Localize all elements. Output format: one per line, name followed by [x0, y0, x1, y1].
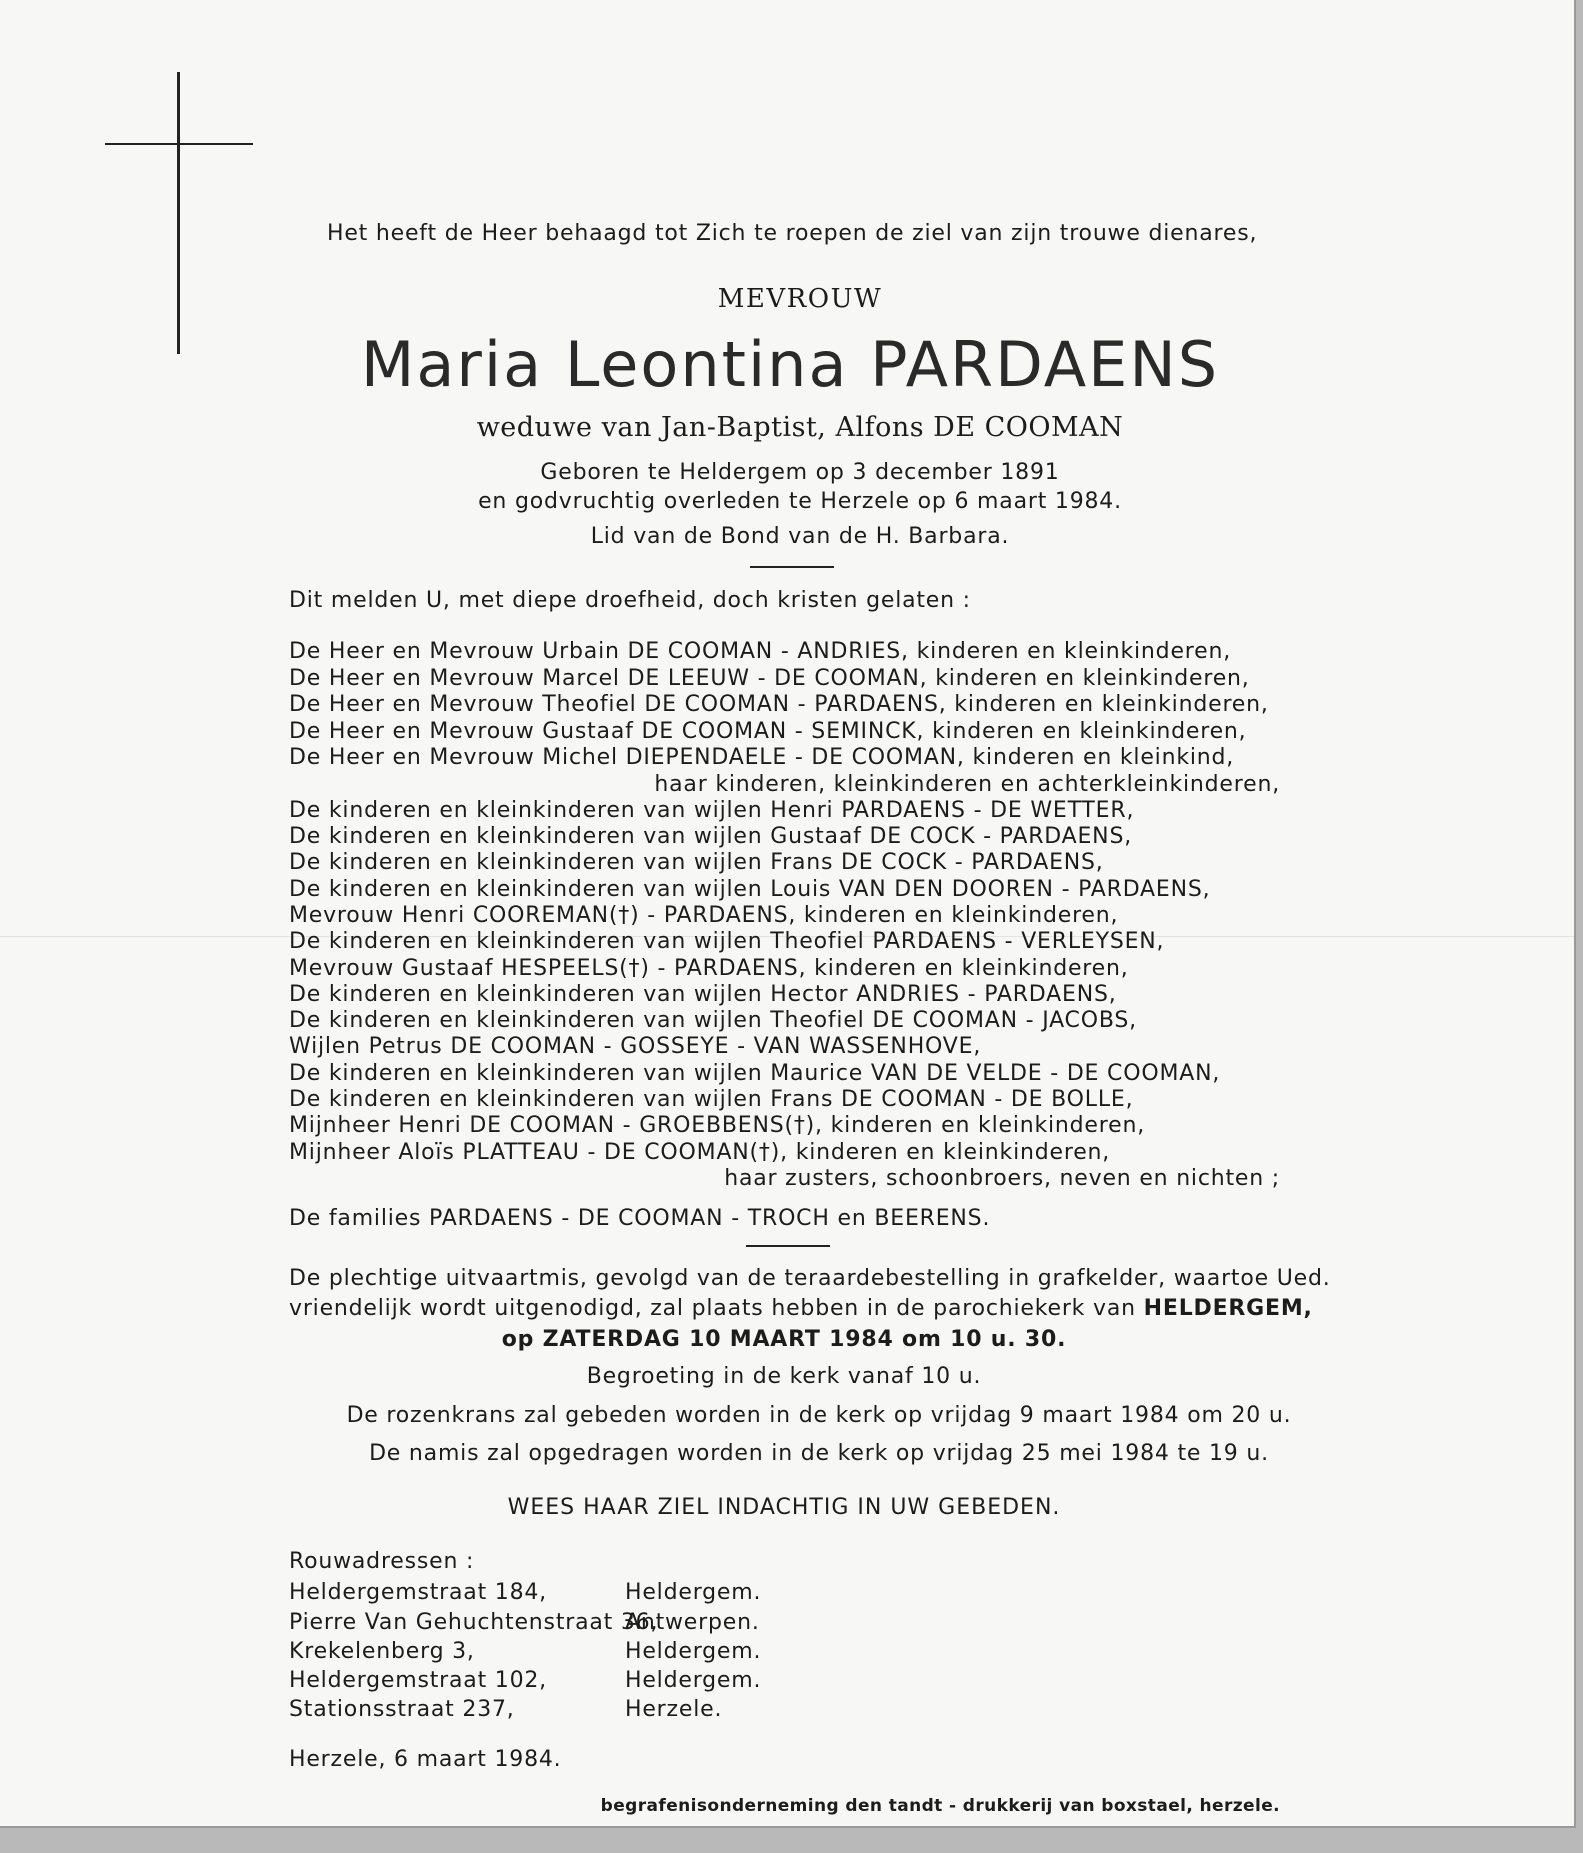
- family-line: Mevrouw Gustaaf HESPEELS(†) - PARDAENS, kinderen en kleinkinderen,: [289, 956, 1129, 981]
- mass-date: op ZATERDAG 10 MAART 1984 om 10 u. 30.: [501, 1327, 1067, 1352]
- address-city: Herzele.: [625, 1697, 723, 1722]
- mass-invite-text: vriendelijk wordt uitgenodigd, zal plaats hebben in de parochiekerk van: [289, 1296, 1136, 1321]
- greeting-line: Begroeting in de kerk vanaf 10 u.: [586, 1364, 982, 1389]
- address-street: Heldergemstraat 102,: [289, 1668, 547, 1693]
- separator-rule: [750, 566, 834, 568]
- title-mevrouw: MEVROUW: [717, 284, 883, 314]
- family-line: De kinderen en kleinkinderen van wijlen Frans DE COCK - PARDAENS,: [289, 850, 1104, 875]
- rosary-line: De rozenkrans zal gebeden worden in de kerk op vrijdag 9 maart 1984 om 20 u.: [346, 1403, 1292, 1428]
- address-city: Antwerpen.: [625, 1610, 760, 1635]
- family-line: Mijnheer Aloïs PLATTEAU - DE COOMAN(†), kinderen en kleinkinderen,: [289, 1140, 1111, 1165]
- membership-line: Lid van de Bond van de H. Barbara.: [590, 524, 1010, 549]
- namis-line: De namis zal opgedragen worden in de kerk op vrijdag 25 mei 1984 te 19 u.: [369, 1441, 1269, 1466]
- family-line: Mevrouw Henri COOREMAN(†) - PARDAENS, kinderen en kleinkinderen,: [289, 903, 1119, 928]
- prayer-line: WEES HAAR ZIEL INDACHTIG IN UW GEBEDEN.: [507, 1495, 1061, 1520]
- address-street: Stationsstraat 237,: [289, 1697, 515, 1722]
- address-street: Pierre Van Gehuchtenstraat 36,: [289, 1610, 659, 1635]
- address-street: Heldergemstraat 184,: [289, 1580, 547, 1605]
- family-line: haar kinderen, kleinkinderen en achterkleinkinderen,: [654, 772, 1280, 797]
- printer-credit: begrafenisonderneming den tandt - drukkerij van boxstael, herzele.: [600, 1796, 1280, 1816]
- family-line: De Heer en Mevrouw Theofiel DE COOMAN - PARDAENS, kinderen en kleinkinderen,: [289, 692, 1269, 717]
- addresses-header: Rouwadressen :: [289, 1549, 475, 1574]
- widow-of: weduwe van Jan-Baptist, Alfons DE COOMAN: [476, 412, 1124, 443]
- address-street: Krekelenberg 3,: [289, 1639, 475, 1664]
- cross-icon: [177, 72, 180, 354]
- family-line: De kinderen en kleinkinderen van wijlen Gustaaf DE COCK - PARDAENS,: [289, 824, 1132, 849]
- family-line: De kinderen en kleinkinderen van wijlen Louis VAN DEN DOOREN - PARDAENS,: [289, 877, 1211, 902]
- death-line: en godvruchtig overleden te Herzele op 6 maart 1984.: [478, 489, 1122, 514]
- separator-rule: [746, 1245, 830, 1247]
- family-line: De kinderen en kleinkinderen van wijlen Theofiel DE COOMAN - JACOBS,: [289, 1008, 1137, 1033]
- family-line: De kinderen en kleinkinderen van wijlen Frans DE COOMAN - DE BOLLE,: [289, 1087, 1134, 1112]
- address-city: Heldergem.: [625, 1580, 762, 1605]
- cross-icon-bar: [105, 143, 253, 145]
- family-line: De kinderen en kleinkinderen van wijlen Theofiel PARDAENS - VERLEYSEN,: [289, 929, 1165, 954]
- deceased-name: Maria Leontina PARDAENS: [360, 328, 1220, 401]
- intro-text: Het heeft de Heer behaagd tot Zich te roepen de ziel van zijn trouwe dienares,: [327, 221, 1258, 246]
- family-line: De kinderen en kleinkinderen van wijlen Maurice VAN DE VELDE - DE COOMAN,: [289, 1061, 1221, 1086]
- place-date: Herzele, 6 maart 1984.: [289, 1747, 562, 1772]
- family-line: De Heer en Mevrouw Gustaaf DE COOMAN - SEMINCK, kinderen en kleinkinderen,: [289, 719, 1247, 744]
- mass-text-line: De plechtige uitvaartmis, gevolgd van de teraardebestelling in grafkelder, waartoe Ued.: [289, 1266, 1331, 1291]
- mass-text-line: [289, 1296, 1313, 1322]
- birth-line: Geboren te Heldergem op 3 december 1891: [540, 460, 1060, 485]
- family-line: De kinderen en kleinkinderen van wijlen Henri PARDAENS - DE WETTER,: [289, 798, 1135, 823]
- family-line: Mijnheer Henri DE COOMAN - GROEBBENS(†), kinderen en kleinkinderen,: [289, 1113, 1145, 1138]
- family-line: Wijlen Petrus DE COOMAN - GOSSEYE - VAN WASSENHOVE,: [289, 1034, 982, 1059]
- mass-place: HELDERGEM,: [1143, 1296, 1313, 1321]
- family-line: haar zusters, schoonbroers, neven en nichten ;: [724, 1166, 1280, 1191]
- family-line: De Heer en Mevrouw Marcel DE LEEUW - DE COOMAN, kinderen en kleinkinderen,: [289, 666, 1250, 691]
- announcement: Dit melden U, met diepe droefheid, doch kristen gelaten :: [289, 588, 971, 613]
- families-line: De families PARDAENS - DE COOMAN - TROCH en BEERENS.: [289, 1206, 991, 1231]
- family-line: De Heer en Mevrouw Michel DIEPENDAELE - DE COOMAN, kinderen en kleinkind,: [289, 745, 1235, 770]
- family-line: De kinderen en kleinkinderen van wijlen Hector ANDRIES - PARDAENS,: [289, 982, 1117, 1007]
- family-line: De Heer en Mevrouw Urbain DE COOMAN - ANDRIES, kinderen en kleinkinderen,: [289, 639, 1232, 664]
- address-city: Heldergem.: [625, 1639, 762, 1664]
- address-city: Heldergem.: [625, 1668, 762, 1693]
